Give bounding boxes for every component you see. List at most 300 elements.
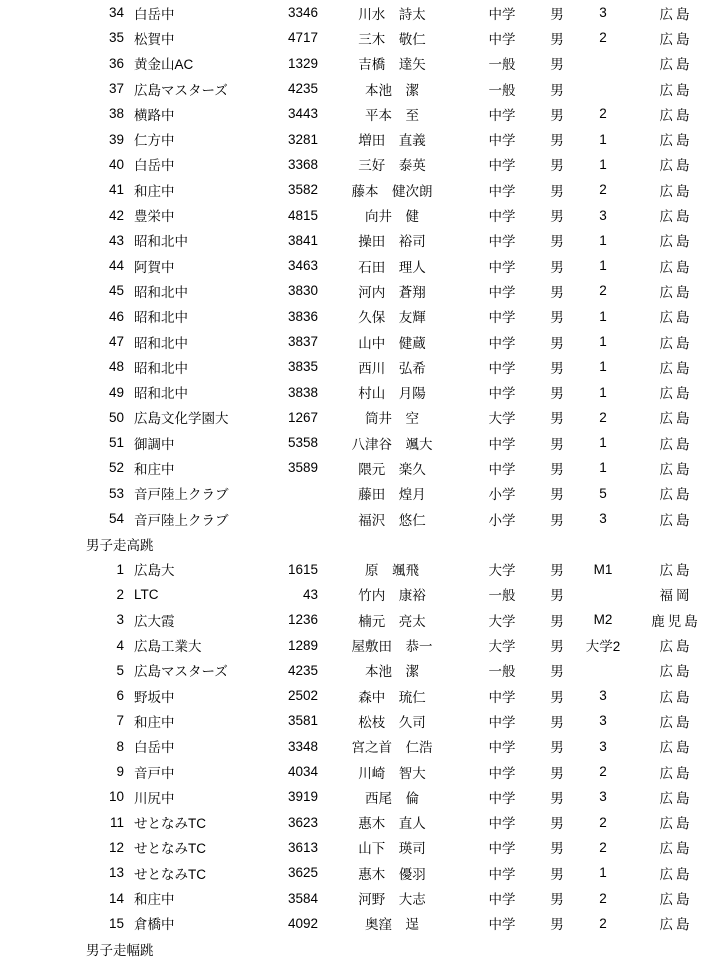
table-row bbox=[0, 784, 724, 809]
cell-category: 中学 bbox=[488, 6, 516, 22]
cell-team: 広島マスターズ bbox=[134, 82, 228, 98]
cell-grade: 3 bbox=[599, 688, 607, 704]
cell-athlete-name: 筒井 空 bbox=[365, 411, 419, 427]
cell-bib-number: 4717 bbox=[287, 30, 318, 46]
cell-prefecture: 鹿児島 bbox=[651, 613, 701, 629]
cell-team: 広島工業大 bbox=[134, 639, 202, 655]
cell-prefecture: 広島 bbox=[659, 335, 693, 351]
cell-team: 広島マスターズ bbox=[134, 664, 228, 680]
cell-bib-number: 3443 bbox=[287, 106, 318, 122]
cell-prefecture: 広島 bbox=[659, 892, 693, 908]
cell-bib-number: 3581 bbox=[287, 713, 318, 729]
cell-rank: 37 bbox=[108, 81, 124, 97]
cell-sex: 男 bbox=[550, 664, 564, 680]
section-title: 男子走高跳 bbox=[86, 537, 154, 553]
cell-bib-number: 1329 bbox=[287, 55, 318, 71]
cell-category: 中学 bbox=[488, 183, 516, 199]
cell-athlete-name: 本池 潔 bbox=[365, 664, 419, 680]
cell-sex: 男 bbox=[550, 107, 564, 123]
cell-bib-number: 3346 bbox=[287, 5, 318, 21]
cell-athlete-name: 楠元 亮太 bbox=[358, 613, 426, 629]
cell-prefecture: 広島 bbox=[659, 740, 693, 756]
cell-rank: 46 bbox=[108, 308, 124, 324]
table-row bbox=[0, 304, 724, 329]
cell-rank: 42 bbox=[108, 207, 124, 223]
table-row bbox=[0, 101, 724, 126]
cell-team: 阿賀中 bbox=[134, 259, 175, 275]
table-row bbox=[0, 76, 724, 101]
cell-athlete-name: 河野 大志 bbox=[358, 892, 426, 908]
cell-team: 広島大 bbox=[134, 563, 175, 579]
cell-athlete-name: 藤本 健次朗 bbox=[351, 183, 433, 199]
cell-sex: 男 bbox=[550, 917, 564, 933]
cell-prefecture: 広島 bbox=[659, 461, 693, 477]
cell-team: 白岳中 bbox=[134, 6, 175, 22]
table-row bbox=[0, 885, 724, 910]
cell-team: 黄金山AC bbox=[134, 57, 194, 73]
cell-grade: 5 bbox=[599, 485, 607, 501]
cell-bib-number: 1289 bbox=[287, 637, 318, 653]
table-row bbox=[0, 455, 724, 480]
cell-bib-number: 3623 bbox=[287, 814, 318, 830]
cell-team: 音戸中 bbox=[134, 765, 175, 781]
cell-category: 中学 bbox=[488, 790, 516, 806]
cell-prefecture: 広島 bbox=[659, 436, 693, 452]
cell-prefecture: 広島 bbox=[659, 689, 693, 705]
cell-team: 川尻中 bbox=[134, 790, 175, 806]
cell-grade: 3 bbox=[599, 207, 607, 223]
cell-rank: 5 bbox=[116, 662, 124, 678]
cell-sex: 男 bbox=[550, 310, 564, 326]
cell-team: 音戸陸上クラブ bbox=[134, 512, 229, 528]
cell-grade: 1 bbox=[599, 334, 607, 349]
table-row bbox=[0, 708, 724, 733]
cell-athlete-name: 福沢 悠仁 bbox=[358, 512, 426, 528]
table-row bbox=[0, 228, 724, 253]
cell-category: 中学 bbox=[488, 892, 516, 908]
cell-prefecture: 広島 bbox=[659, 512, 693, 528]
cell-category: 中学 bbox=[488, 209, 516, 225]
cell-prefecture: 広島 bbox=[659, 259, 693, 275]
cell-grade: 1 bbox=[599, 384, 607, 400]
cell-grade: 1 bbox=[599, 359, 607, 375]
cell-sex: 男 bbox=[550, 360, 564, 376]
cell-category: 小学 bbox=[488, 512, 516, 528]
cell-rank: 50 bbox=[108, 409, 124, 425]
cell-rank: 9 bbox=[116, 764, 124, 780]
cell-sex: 男 bbox=[550, 613, 564, 629]
cell-sex: 男 bbox=[550, 588, 564, 604]
cell-grade: 2 bbox=[599, 890, 607, 906]
cell-sex: 男 bbox=[550, 284, 564, 300]
cell-rank: 39 bbox=[108, 131, 124, 147]
cell-prefecture: 広島 bbox=[659, 310, 693, 326]
cell-bib-number: 4092 bbox=[287, 915, 318, 931]
cell-athlete-name: 三好 泰英 bbox=[358, 158, 426, 174]
cell-grade: 2 bbox=[599, 814, 607, 830]
cell-team: 倉橋中 bbox=[134, 917, 175, 933]
cell-athlete-name: 向井 健 bbox=[365, 209, 419, 225]
cell-prefecture: 広島 bbox=[659, 57, 693, 73]
cell-rank: 47 bbox=[108, 334, 124, 349]
cell-category: 中学 bbox=[488, 360, 516, 376]
table-row bbox=[0, 607, 724, 632]
cell-rank: 34 bbox=[108, 5, 124, 21]
table-row bbox=[0, 177, 724, 202]
cell-category: 大学 bbox=[488, 639, 516, 655]
cell-category: 中学 bbox=[488, 107, 516, 123]
cell-athlete-name: 竹内 康裕 bbox=[358, 588, 426, 604]
cell-category: 中学 bbox=[488, 841, 516, 857]
cell-bib-number: 3348 bbox=[287, 738, 318, 754]
cell-athlete-name: 河内 蒼翔 bbox=[358, 284, 426, 300]
cell-prefecture: 広島 bbox=[659, 664, 693, 680]
cell-bib-number: 3582 bbox=[287, 182, 318, 198]
cell-sex: 男 bbox=[550, 6, 564, 22]
table-row bbox=[0, 430, 724, 455]
cell-prefecture: 広島 bbox=[659, 816, 693, 832]
cell-category: 中学 bbox=[488, 436, 516, 452]
cell-grade: 2 bbox=[599, 915, 607, 931]
cell-sex: 男 bbox=[550, 158, 564, 174]
cell-category: 中学 bbox=[488, 765, 516, 781]
cell-grade: 1 bbox=[599, 865, 607, 881]
cell-team: 御調中 bbox=[134, 436, 175, 452]
table-row bbox=[0, 25, 724, 50]
cell-bib-number: 3838 bbox=[287, 384, 318, 400]
cell-team: 白岳中 bbox=[134, 158, 175, 174]
cell-sex: 男 bbox=[550, 689, 564, 705]
cell-bib-number: 1267 bbox=[287, 409, 318, 425]
cell-sex: 男 bbox=[550, 335, 564, 351]
cell-rank: 48 bbox=[108, 359, 124, 375]
table-row bbox=[0, 354, 724, 379]
table-row bbox=[0, 632, 724, 657]
cell-grade: 2 bbox=[599, 106, 607, 122]
table-row bbox=[0, 379, 724, 404]
cell-team: 昭和北中 bbox=[134, 360, 188, 376]
cell-sex: 男 bbox=[550, 386, 564, 402]
cell-sex: 男 bbox=[550, 31, 564, 47]
cell-sex: 男 bbox=[550, 411, 564, 427]
cell-grade: 大学2 bbox=[585, 639, 621, 655]
table-row bbox=[0, 506, 724, 531]
cell-athlete-name: 惠木 優羽 bbox=[358, 866, 426, 882]
table-row bbox=[0, 405, 724, 430]
cell-athlete-name: 本池 潔 bbox=[365, 82, 419, 98]
cell-athlete-name: 森中 琉仁 bbox=[358, 689, 426, 705]
cell-bib-number: 3613 bbox=[287, 839, 318, 855]
cell-grade: 3 bbox=[599, 5, 607, 21]
cell-category: 一般 bbox=[488, 57, 516, 73]
table-row bbox=[0, 126, 724, 151]
cell-bib-number: 4815 bbox=[287, 207, 318, 223]
cell-rank: 7 bbox=[116, 713, 124, 729]
cell-athlete-name: 川崎 智大 bbox=[358, 765, 426, 781]
cell-category: 中学 bbox=[488, 461, 516, 477]
cell-grade: 3 bbox=[599, 738, 607, 754]
cell-grade: M2 bbox=[593, 612, 613, 628]
cell-athlete-name: 平本 至 bbox=[365, 107, 419, 123]
cell-category: 中学 bbox=[488, 866, 516, 882]
cell-prefecture: 広島 bbox=[659, 639, 693, 655]
table-row bbox=[0, 734, 724, 759]
cell-athlete-name: 石田 理人 bbox=[358, 259, 426, 275]
cell-athlete-name: 山中 健蔵 bbox=[358, 335, 426, 351]
cell-category: 中学 bbox=[488, 284, 516, 300]
cell-bib-number: 43 bbox=[302, 586, 318, 602]
cell-grade: 2 bbox=[599, 764, 607, 780]
cell-sex: 男 bbox=[550, 234, 564, 250]
cell-bib-number: 3841 bbox=[287, 232, 318, 248]
cell-athlete-name: 久保 友輝 bbox=[358, 310, 426, 326]
cell-prefecture: 広島 bbox=[659, 31, 693, 47]
cell-sex: 男 bbox=[550, 740, 564, 756]
table-row bbox=[0, 329, 724, 354]
cell-team: 音戸陸上クラブ bbox=[134, 487, 229, 503]
cell-grade: 1 bbox=[599, 308, 607, 324]
cell-rank: 54 bbox=[108, 511, 124, 527]
cell-team: 松賀中 bbox=[134, 31, 175, 47]
cell-team: 野坂中 bbox=[134, 689, 175, 705]
cell-category: 一般 bbox=[488, 588, 516, 604]
table-row bbox=[0, 759, 724, 784]
cell-team: せとなみTC bbox=[134, 816, 206, 832]
cell-athlete-name: 屋敷田 恭一 bbox=[351, 639, 433, 655]
cell-athlete-name: 山下 瑛司 bbox=[358, 841, 426, 857]
cell-prefecture: 広島 bbox=[659, 917, 693, 933]
cell-rank: 41 bbox=[108, 182, 124, 198]
cell-sex: 男 bbox=[550, 487, 564, 503]
cell-prefecture: 広島 bbox=[659, 487, 693, 503]
cell-prefecture: 広島 bbox=[659, 563, 693, 579]
cell-rank: 4 bbox=[116, 637, 124, 653]
cell-team: LTC bbox=[134, 586, 159, 602]
cell-rank: 52 bbox=[108, 460, 124, 476]
cell-category: 中学 bbox=[488, 335, 516, 351]
cell-prefecture: 広島 bbox=[659, 82, 693, 98]
cell-rank: 36 bbox=[108, 55, 124, 71]
cell-grade: 1 bbox=[599, 131, 607, 147]
cell-athlete-name: 松枝 久司 bbox=[358, 714, 426, 730]
section-title: 男子走幅跳 bbox=[86, 942, 154, 958]
cell-category: 中学 bbox=[488, 689, 516, 705]
cell-sex: 男 bbox=[550, 714, 564, 730]
cell-grade: 2 bbox=[599, 30, 607, 46]
cell-rank: 3 bbox=[116, 612, 124, 628]
cell-bib-number: 3835 bbox=[287, 359, 318, 375]
cell-prefecture: 広島 bbox=[659, 158, 693, 174]
cell-sex: 男 bbox=[550, 209, 564, 225]
table-row bbox=[0, 152, 724, 177]
table-row bbox=[0, 582, 724, 607]
cell-athlete-name: 川水 詩太 bbox=[358, 6, 426, 22]
cell-team: 昭和北中 bbox=[134, 386, 188, 402]
cell-bib-number: 3836 bbox=[287, 308, 318, 324]
cell-team: 昭和北中 bbox=[134, 234, 188, 250]
table-row bbox=[0, 683, 724, 708]
cell-category: 大学 bbox=[488, 563, 516, 579]
cell-bib-number: 4235 bbox=[287, 81, 318, 97]
cell-sex: 男 bbox=[550, 866, 564, 882]
cell-team: 和庄中 bbox=[134, 461, 175, 477]
cell-prefecture: 広島 bbox=[659, 183, 693, 199]
table-row bbox=[0, 278, 724, 303]
cell-team: 昭和北中 bbox=[134, 284, 188, 300]
cell-athlete-name: 三木 敬仁 bbox=[358, 31, 426, 47]
table-row bbox=[0, 202, 724, 227]
cell-category: 大学 bbox=[488, 613, 516, 629]
cell-sex: 男 bbox=[550, 765, 564, 781]
cell-sex: 男 bbox=[550, 57, 564, 73]
cell-bib-number: 3919 bbox=[287, 789, 318, 805]
cell-grade: 3 bbox=[599, 713, 607, 729]
cell-rank: 40 bbox=[108, 156, 124, 172]
cell-grade: 1 bbox=[599, 156, 607, 172]
cell-grade: 2 bbox=[599, 182, 607, 198]
cell-sex: 男 bbox=[550, 892, 564, 908]
cell-athlete-name: 藤田 煌月 bbox=[358, 487, 426, 503]
cell-bib-number: 3625 bbox=[287, 865, 318, 881]
cell-athlete-name: 西川 弘希 bbox=[358, 360, 426, 376]
table-row bbox=[0, 658, 724, 683]
cell-rank: 8 bbox=[116, 738, 124, 754]
cell-athlete-name: 宮之首 仁浩 bbox=[351, 740, 433, 756]
cell-grade: 1 bbox=[599, 232, 607, 248]
cell-category: 中学 bbox=[488, 714, 516, 730]
cell-team: 和庄中 bbox=[134, 183, 175, 199]
cell-prefecture: 広島 bbox=[659, 6, 693, 22]
cell-rank: 10 bbox=[108, 789, 124, 805]
cell-grade: 2 bbox=[599, 409, 607, 425]
cell-bib-number: 3368 bbox=[287, 156, 318, 172]
cell-sex: 男 bbox=[550, 82, 564, 98]
cell-athlete-name: 操田 裕司 bbox=[358, 234, 426, 250]
cell-prefecture: 広島 bbox=[659, 866, 693, 882]
table-row bbox=[0, 51, 724, 76]
cell-grade: 2 bbox=[599, 839, 607, 855]
cell-grade: M1 bbox=[593, 561, 613, 577]
cell-athlete-name: 奥窪 逞 bbox=[365, 917, 419, 933]
cell-prefecture: 広島 bbox=[659, 765, 693, 781]
cell-rank: 35 bbox=[108, 30, 124, 46]
cell-athlete-name: 西尾 倫 bbox=[365, 790, 419, 806]
table-row bbox=[0, 835, 724, 860]
cell-bib-number: 4235 bbox=[287, 662, 318, 678]
cell-sex: 男 bbox=[550, 259, 564, 275]
table-row bbox=[0, 253, 724, 278]
cell-team: 和庄中 bbox=[134, 892, 175, 908]
cell-category: 中学 bbox=[488, 133, 516, 149]
cell-grade: 3 bbox=[599, 789, 607, 805]
cell-prefecture: 広島 bbox=[659, 386, 693, 402]
cell-team: 豊栄中 bbox=[134, 209, 175, 225]
cell-category: 中学 bbox=[488, 816, 516, 832]
cell-bib-number: 3830 bbox=[287, 283, 318, 299]
cell-category: 中学 bbox=[488, 386, 516, 402]
cell-rank: 6 bbox=[116, 688, 124, 704]
cell-grade: 2 bbox=[599, 283, 607, 299]
cell-team: せとなみTC bbox=[134, 841, 206, 857]
cell-category: 中学 bbox=[488, 158, 516, 174]
cell-category: 中学 bbox=[488, 310, 516, 326]
cell-sex: 男 bbox=[550, 436, 564, 452]
cell-rank: 49 bbox=[108, 384, 124, 400]
cell-athlete-name: 八津谷 颯大 bbox=[351, 436, 433, 452]
cell-team: 白岳中 bbox=[134, 740, 175, 756]
cell-team: 仁方中 bbox=[134, 133, 175, 149]
cell-category: 中学 bbox=[488, 259, 516, 275]
cell-prefecture: 広島 bbox=[659, 714, 693, 730]
cell-sex: 男 bbox=[550, 133, 564, 149]
cell-prefecture: 広島 bbox=[659, 234, 693, 250]
cell-prefecture: 広島 bbox=[659, 790, 693, 806]
cell-team: 昭和北中 bbox=[134, 310, 188, 326]
cell-team: 和庄中 bbox=[134, 714, 175, 730]
cell-rank: 11 bbox=[109, 814, 124, 830]
cell-prefecture: 広島 bbox=[659, 411, 693, 427]
cell-prefecture: 広島 bbox=[659, 133, 693, 149]
cell-rank: 14 bbox=[108, 890, 124, 906]
cell-bib-number: 3463 bbox=[287, 258, 318, 274]
cell-rank: 53 bbox=[108, 485, 124, 501]
cell-bib-number: 5358 bbox=[287, 435, 318, 451]
cell-athlete-name: 隈元 楽久 bbox=[358, 461, 426, 477]
cell-rank: 2 bbox=[116, 586, 124, 602]
cell-bib-number: 4034 bbox=[287, 764, 318, 780]
cell-category: 小学 bbox=[488, 487, 516, 503]
cell-rank: 45 bbox=[108, 283, 124, 299]
cell-bib-number: 3281 bbox=[287, 131, 318, 147]
cell-athlete-name: 惠木 直人 bbox=[358, 816, 426, 832]
cell-prefecture: 広島 bbox=[659, 360, 693, 376]
cell-prefecture: 広島 bbox=[659, 841, 693, 857]
cell-athlete-name: 吉橋 達矢 bbox=[358, 57, 426, 73]
cell-sex: 男 bbox=[550, 183, 564, 199]
cell-rank: 44 bbox=[108, 258, 124, 274]
cell-prefecture: 広島 bbox=[659, 107, 693, 123]
cell-prefecture: 広島 bbox=[659, 284, 693, 300]
cell-rank: 43 bbox=[108, 232, 124, 248]
cell-team: 昭和北中 bbox=[134, 335, 188, 351]
cell-bib-number: 3589 bbox=[287, 460, 318, 476]
cell-grade: 1 bbox=[599, 258, 607, 274]
table-row bbox=[0, 557, 724, 582]
cell-bib-number: 3837 bbox=[287, 334, 318, 349]
cell-category: 中学 bbox=[488, 31, 516, 47]
cell-sex: 男 bbox=[550, 639, 564, 655]
cell-team: せとなみTC bbox=[134, 866, 206, 882]
table-row bbox=[0, 810, 724, 835]
cell-team: 横路中 bbox=[134, 107, 175, 123]
cell-bib-number: 2502 bbox=[287, 688, 318, 704]
cell-bib-number: 3584 bbox=[287, 890, 318, 906]
cell-category: 一般 bbox=[488, 82, 516, 98]
cell-prefecture: 広島 bbox=[659, 209, 693, 225]
cell-rank: 38 bbox=[108, 106, 124, 122]
cell-category: 一般 bbox=[488, 664, 516, 680]
cell-prefecture: 福岡 bbox=[659, 588, 693, 604]
cell-sex: 男 bbox=[550, 790, 564, 806]
cell-category: 中学 bbox=[488, 917, 516, 933]
cell-sex: 男 bbox=[550, 512, 564, 528]
cell-bib-number: 1615 bbox=[287, 561, 318, 577]
cell-category: 中学 bbox=[488, 234, 516, 250]
cell-sex: 男 bbox=[550, 563, 564, 579]
cell-grade: 3 bbox=[599, 511, 607, 527]
cell-category: 中学 bbox=[488, 740, 516, 756]
cell-team: 広島文化学園大 bbox=[134, 411, 229, 427]
